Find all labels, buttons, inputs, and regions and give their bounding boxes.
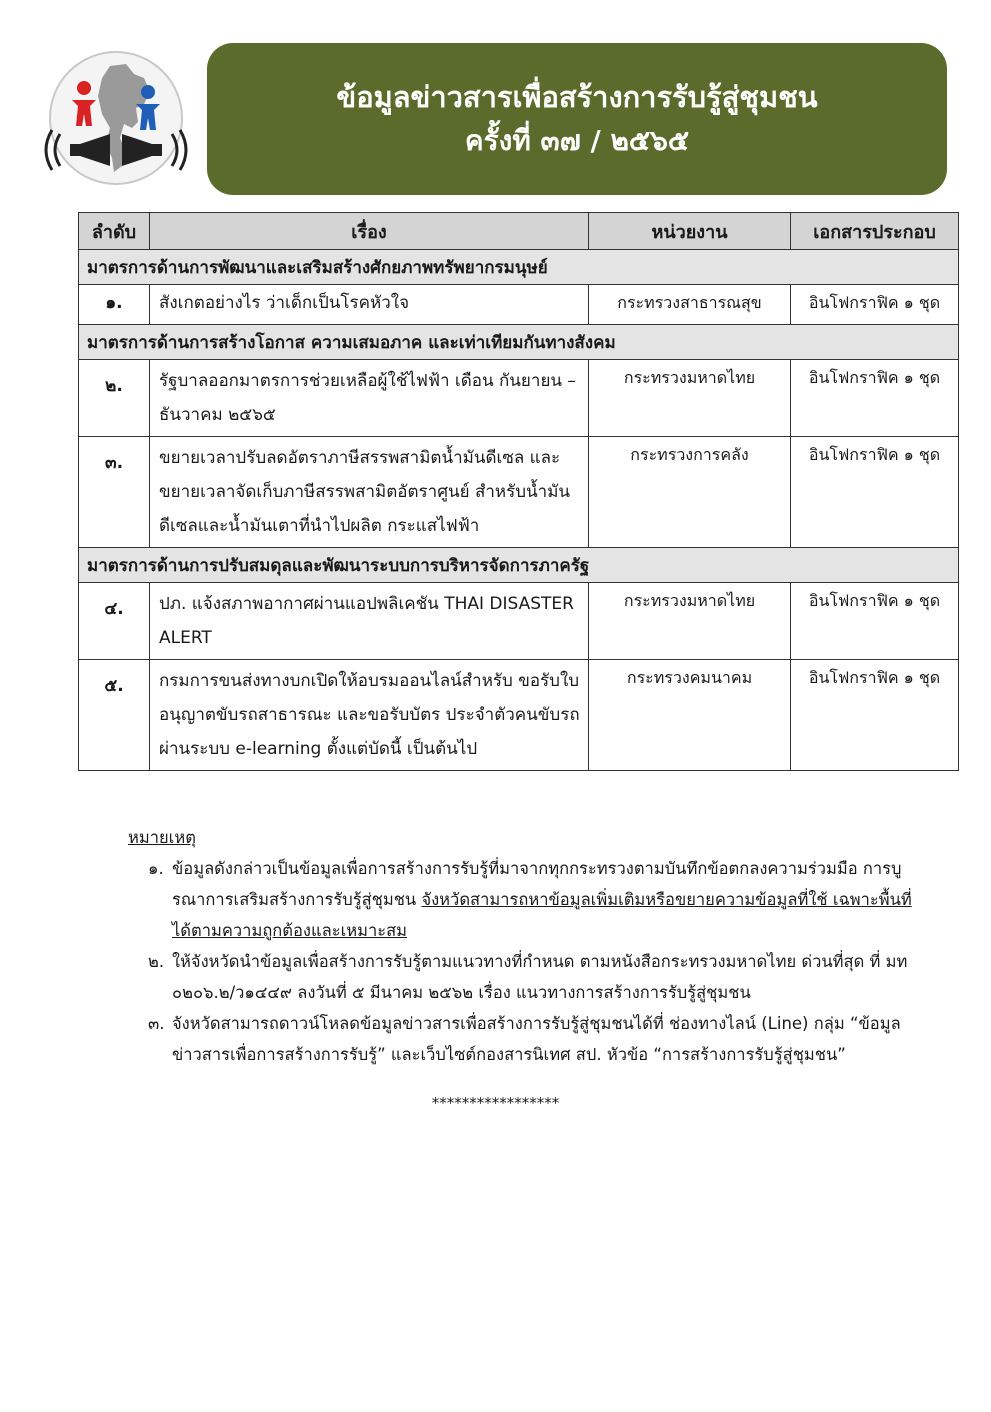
- table-row: [79, 437, 959, 548]
- row-subject: ปภ. แจ้งสภาพอากาศผ่านแอปพลิเคชัน THAI DISASTER ALERT: [150, 583, 589, 660]
- page-title: ข้อมูลข่าวสารเพื่อสร้างการรับรู้สู่ชุมชน: [336, 80, 818, 114]
- note-item: [128, 946, 918, 1008]
- agency-logo: [40, 48, 192, 188]
- section-title: มาตรการด้านการสร้างโอกาส ความเสมอภาค และเท่าเทียมกันทางสังคม: [79, 325, 959, 360]
- row-agency: กระทรวงสาธารณสุข: [589, 285, 791, 325]
- row-agency: กระทรวงการคลัง: [589, 437, 791, 548]
- notes-heading: หมายเหตุ: [128, 828, 196, 847]
- notes-section: [128, 822, 918, 1070]
- row-subject: รัฐบาลออกมาตรการช่วยเหลือผู้ใช้ไฟฟ้า เดือน กันยายน – ธันวาคม ๒๕๖๕: [150, 360, 589, 437]
- note-body: ข้อมูลดังกล่าวเป็นข้อมูลเพื่อการสร้างการรับรู้ที่มาจากทุกกระทรวงตามบันทึกข้อตกลงความร่วมมือ การบูรณาการเสริมสร้างการรับรู้สู่ชุมชน: [172, 859, 902, 909]
- table-header-row: [79, 213, 959, 250]
- row-document: อินโฟกราฟิค ๑ ชุด: [791, 360, 959, 437]
- table-row: [79, 583, 959, 660]
- col-header-subject: เรื่อง: [150, 213, 589, 250]
- row-subject: สังเกตอย่างไร ว่าเด็กเป็นโรคหัวใจ: [150, 285, 589, 325]
- row-number: ๒.: [79, 360, 150, 437]
- section-title: มาตรการด้านการปรับสมดุลและพัฒนาระบบการบริหารจัดการภาครัฐ: [79, 548, 959, 583]
- table-row: [79, 660, 959, 771]
- section-row: [79, 250, 959, 285]
- row-number: ๓.: [79, 437, 150, 548]
- row-agency: กระทรวงคมนาคม: [589, 660, 791, 771]
- note-number: ๒.: [148, 952, 165, 971]
- issue-number: ครั้งที่ ๓๗ / ๒๕๖๕: [464, 124, 690, 157]
- section-title: มาตรการด้านการพัฒนาและเสริมสร้างศักยภาพทรัพยากรมนุษย์: [79, 250, 959, 285]
- row-document: อินโฟกราฟิค ๑ ชุด: [791, 583, 959, 660]
- section-row: [79, 548, 959, 583]
- row-number: ๑.: [79, 285, 150, 325]
- row-number: ๕.: [79, 660, 150, 771]
- col-header-agency: หน่วยงาน: [589, 213, 791, 250]
- info-table: [78, 212, 959, 771]
- note-underlined-text: จังหวัดสามารถหาข้อมูลเพิ่มเติมหรือขยายความข้อมูลที่ใช้ เฉพาะพื้นที่ได้ตามความถูกต้องและเหมาะสม: [172, 890, 912, 940]
- note-number: ๑.: [148, 859, 164, 878]
- row-document: อินโฟกราฟิค ๑ ชุด: [791, 437, 959, 548]
- row-document: อินโฟกราฟิค ๑ ชุด: [791, 285, 959, 325]
- note-text: ให้จังหวัดนำข้อมูลเพื่อสร้างการรับรู้ตามแนวทางที่กำหนด ตามหนังสือกระทรวงมหาดไทย ด่วนที่สุด ที่ มท ๐๒๐๖.๒/ว๑๔๔๙ ลงวันที่ ๕ มีนาคม ๒๕๖๒ เรื่อง แนวทางการสร้างการรับรู้สู่ชุมชน: [172, 952, 908, 1002]
- note-text: [172, 853, 918, 946]
- table-row: [79, 360, 959, 437]
- row-number: ๔.: [79, 583, 150, 660]
- note-item: [128, 1008, 918, 1070]
- row-agency: กระทรวงมหาดไทย: [589, 583, 791, 660]
- section-row: [79, 325, 959, 360]
- end-marker: *****************: [431, 1094, 560, 1112]
- note-number: ๓.: [148, 1014, 165, 1033]
- col-header-order: ลำดับ: [79, 213, 150, 250]
- row-subject: กรมการขนส่งทางบกเปิดให้อบรมออนไลน์สำหรับ ขอรับใบอนุญาตขับรถสาธารณะ และขอรับบัตร ประจำตัวคนขับรถ ผ่านระบบ e-learning ตั้งแต่บัดนี้ เป็นต้นไป: [150, 660, 589, 771]
- table-row: [79, 285, 959, 325]
- row-subject: ขยายเวลาปรับลดอัตราภาษีสรรพสามิตน้ำมันดีเซล และขยายเวลาจัดเก็บภาษีสรรพสามิตอัตราศูนย์ สำหรับน้ำมันดีเซลและน้ำมันเตาที่นำไปผลิต กระแสไฟฟ้า: [150, 437, 589, 548]
- note-item: [128, 853, 918, 946]
- row-document: อินโฟกราฟิค ๑ ชุด: [791, 660, 959, 771]
- title-banner: [207, 43, 947, 195]
- col-header-document: เอกสารประกอบ: [791, 213, 959, 250]
- row-agency: กระทรวงมหาดไทย: [589, 360, 791, 437]
- note-text: จังหวัดสามารถดาวน์โหลดข้อมูลข่าวสารเพื่อสร้างการรับรู้สู่ชุมชนได้ที่ ช่องทางไลน์ (Line) กลุ่ม “ข้อมูล ข่าวสารเพื่อการสร้างการรับรู้” และเว็บไซต์กองสารนิเทศ สป. หัวข้อ “การสร้างการรับรู้สู่ชุมชน”: [172, 1014, 901, 1064]
